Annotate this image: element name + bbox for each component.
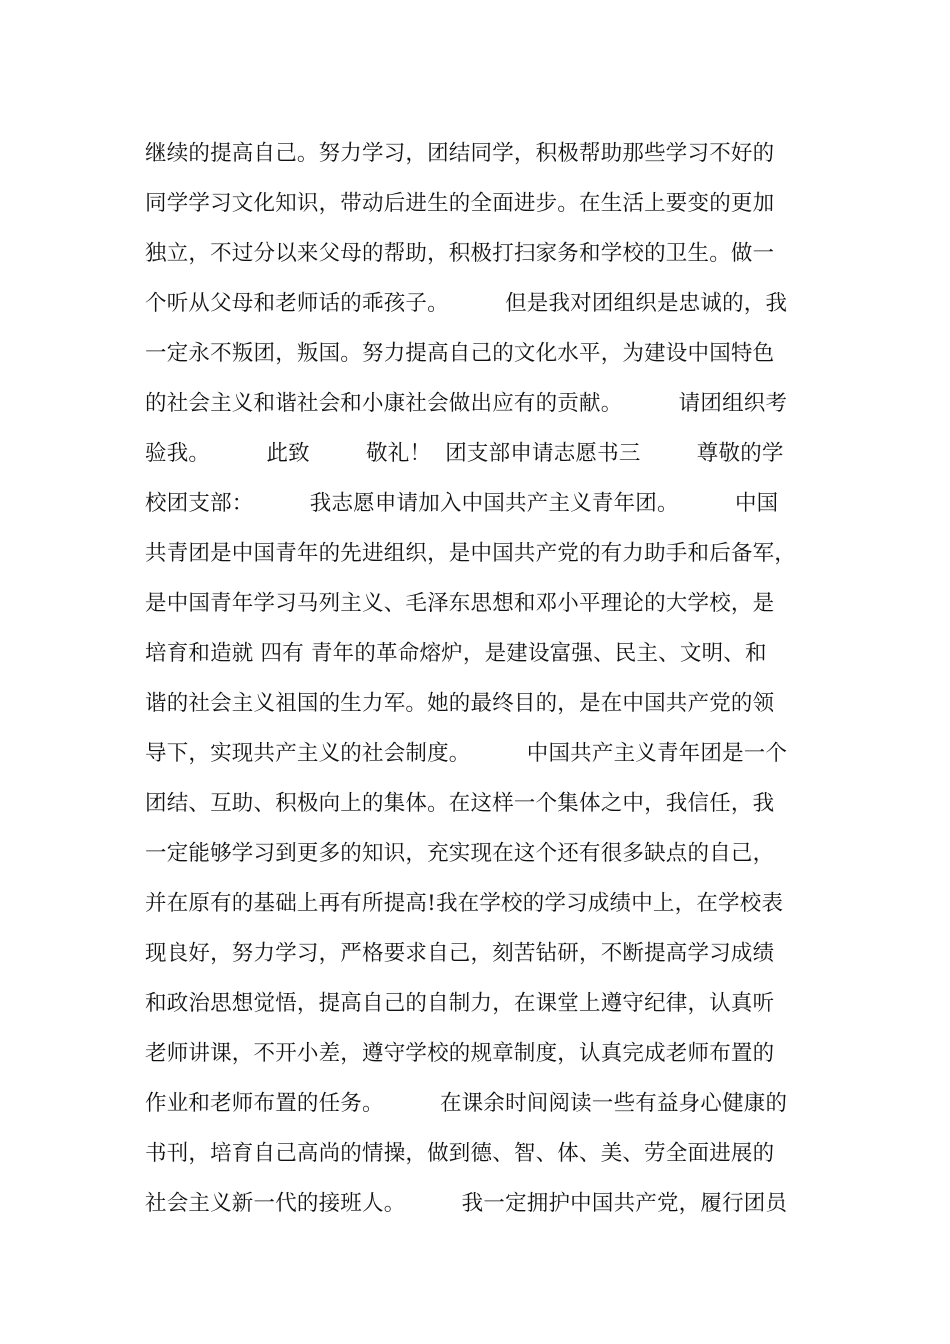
text-line: 和政治思想觉悟，提高自己的自制力，在课堂上遵守纪律，认真听 bbox=[145, 991, 775, 1016]
text-line: 一定能够学习到更多的知识，充实现在这个还有很多缺点的自己， bbox=[145, 841, 775, 866]
text-line: 导下，实现共产主义的社会制度。 中国共产主义青年团是一个 bbox=[145, 741, 788, 766]
text-line: 老师讲课，不开小差，遵守学校的规章制度，认真完成老师布置的 bbox=[145, 1041, 775, 1066]
text-line: 培育和造就 四有 青年的革命熔炉，是建设富强、民主、文明、和 bbox=[145, 641, 767, 666]
text-line: 社会主义新一代的接班人。 我一定拥护中国共产党，履行团员 bbox=[145, 1191, 788, 1216]
text-line: 谐的社会主义祖国的生力军。她的最终目的，是在中国共产党的领 bbox=[145, 691, 775, 716]
text-line: 校团支部： 我志愿申请加入中国共产主义青年团。 中国 bbox=[145, 491, 779, 516]
text-line: 共青团是中国青年的先进组织，是中国共产党的有力助手和后备军， bbox=[145, 541, 797, 566]
text-line: 书刊，培育自己高尚的情操，做到德、智、体、美、劳全面进展的 bbox=[145, 1141, 775, 1166]
text-line: 验我。 此致 敬礼！ 团支部申请志愿书三 尊敬的学 bbox=[145, 441, 784, 466]
text-line: 同学学习文化知识，带动后进生的全面进步。在生活上要变的更加 bbox=[145, 191, 775, 216]
text-line: 现良好，努力学习，严格要求自己，刻苦钻研，不断提高学习成绩 bbox=[145, 941, 775, 966]
body-text bbox=[145, 129, 835, 1229]
text-line: 独立，不过分以来父母的帮助，积极打扫家务和学校的卫生。做一 bbox=[145, 241, 775, 266]
text-line: 一定永不叛团，叛国。努力提高自己的文化水平，为建设中国特色 bbox=[145, 341, 775, 366]
text-line: 团结、互助、积极向上的集体。在这样一个集体之中，我信任，我 bbox=[145, 791, 775, 816]
text-line: 的社会主义和谐社会和小康社会做出应有的贡献。 请团组织考 bbox=[145, 391, 788, 416]
text-line: 是中国青年学习马列主义、毛泽东思想和邓小平理论的大学校，是 bbox=[145, 591, 775, 616]
text-line: 作业和老师布置的任务。 在课余时间阅读一些有益身心健康的 bbox=[145, 1091, 788, 1116]
text-line: 并在原有的基础上再有所提高!我在学校的学习成绩中上，在学校表 bbox=[145, 891, 784, 916]
text-line: 继续的提高自己。努力学习，团结同学，积极帮助那些学习不好的 bbox=[145, 141, 775, 166]
text-line: 个听从父母和老师话的乖孩子。 但是我对团组织是忠诚的，我 bbox=[145, 291, 788, 316]
